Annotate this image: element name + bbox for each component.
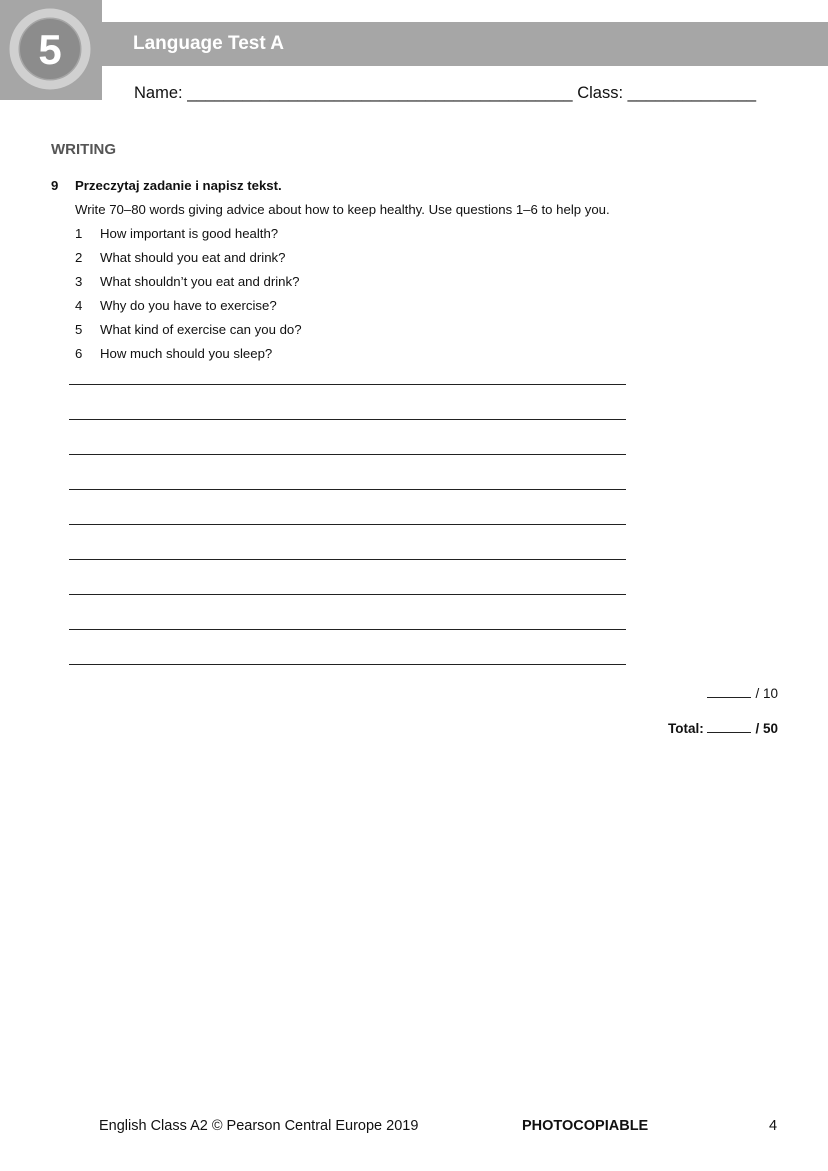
question-text: How important is good health? xyxy=(100,226,279,241)
writing-line[interactable] xyxy=(69,559,626,560)
question-text: What should you eat and drink? xyxy=(100,250,286,265)
question-item xyxy=(75,298,277,313)
task-title: Przeczytaj zadanie i napisz tekst. xyxy=(75,178,282,193)
task-number: 9 xyxy=(51,178,59,193)
class-field[interactable]: ______________ xyxy=(627,84,757,102)
question-text: What kind of exercise can you do? xyxy=(100,322,302,337)
task-score-blank[interactable] xyxy=(707,686,751,698)
name-class-line xyxy=(134,84,756,103)
unit-number: 5 xyxy=(38,26,62,73)
question-text: Why do you have to exercise? xyxy=(100,298,277,313)
question-text: What shouldn’t you eat and drink? xyxy=(100,274,300,289)
name-label: Name: xyxy=(134,84,188,102)
writing-line[interactable] xyxy=(69,419,626,420)
page-number: 4 xyxy=(769,1118,778,1134)
question-number: 2 xyxy=(75,250,83,265)
question-item xyxy=(75,226,278,241)
task-instruction: Write 70–80 words giving advice about how to keep healthy. Use questions 1–6 to help you. xyxy=(75,202,610,217)
unit-badge xyxy=(0,0,102,100)
question-text: How much should you sleep? xyxy=(100,346,273,361)
page-title: Language Test A xyxy=(133,33,284,54)
total-score-max: / 50 xyxy=(755,721,778,736)
task-score-max: / 10 xyxy=(755,686,778,701)
question-number: 6 xyxy=(75,346,83,361)
footer-photocopiable: PHOTOCOPIABLE xyxy=(522,1118,649,1134)
question-item xyxy=(75,346,272,361)
total-score-blank[interactable] xyxy=(707,721,751,733)
total-label: Total: xyxy=(667,721,704,736)
writing-line[interactable] xyxy=(69,454,626,455)
question-number: 5 xyxy=(75,322,83,337)
writing-line[interactable] xyxy=(69,489,626,490)
total-score xyxy=(668,721,778,736)
question-item xyxy=(75,274,299,289)
unit-circle-icon xyxy=(0,0,102,100)
class-label: Class: xyxy=(577,84,628,102)
task-score xyxy=(707,686,778,701)
question-number: 4 xyxy=(75,298,83,313)
question-item xyxy=(75,250,285,265)
writing-line[interactable] xyxy=(69,524,626,525)
writing-line[interactable] xyxy=(69,629,626,630)
question-item xyxy=(75,322,302,337)
title-bar xyxy=(102,22,828,66)
writing-line[interactable] xyxy=(69,384,626,385)
section-heading: WRITING xyxy=(51,141,116,158)
footer-copyright: English Class A2 © Pearson Central Europe 2019 xyxy=(99,1118,419,1134)
writing-line[interactable] xyxy=(69,664,626,665)
writing-line[interactable] xyxy=(69,594,626,595)
question-number: 1 xyxy=(75,226,83,241)
question-number: 3 xyxy=(75,274,83,289)
name-field[interactable]: __________________________________________ xyxy=(187,84,573,102)
